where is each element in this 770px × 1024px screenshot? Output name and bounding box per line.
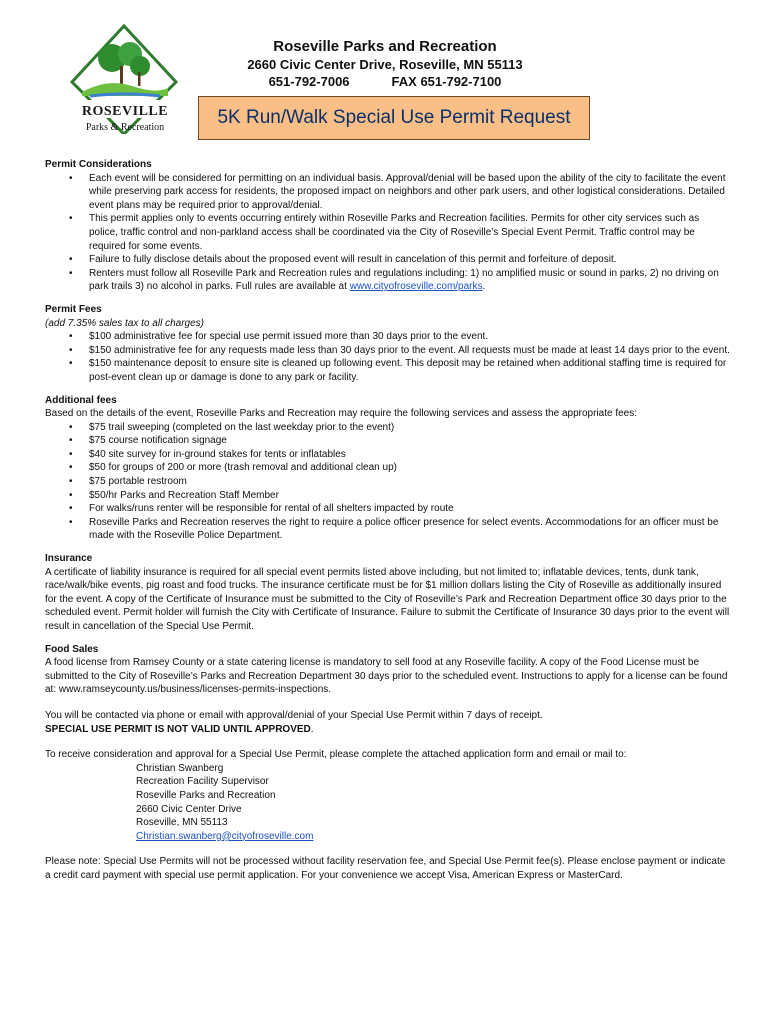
logo-text: ROSEVILLE [81,104,169,119]
contact-role: Recreation Facility Supervisor [136,776,269,788]
list-item [89,267,730,294]
list-item: • $50/hr Parks and Recreation Staff Member [89,489,730,503]
list-item: • $50 for groups of 200 or more (trash removal and additional clean up) [89,461,730,475]
contact-block [45,762,730,844]
list-item: • $150 administrative fee for any requests made less than 30 days prior to the event. All requests must be made at least 14 days prior to the event. [89,344,730,358]
list-item: • $75 course notification signage [89,434,730,448]
fax-number: FAX 651-792-7100 [391,74,502,89]
insurance-text: A certificate of liability insurance is required for all special event permits listed above including, but not limited to; inflatable devices, tents, dunk tank, race/walk/bike events, pig roast and food trucks. The insurance certificate must be for $1 million dollars listing the City of Roseville as additionally insured for the event. A copy of the Certificate of Insurance must be submitted to the City of Roseville’s Park and Recreation Department office 30 days prior to the scheduled event. Permit holder will furnish the City with Certificate of Insurance. Failure to submit the Certificate of Insurance 30 days prior to the event will result in cancellation of the Special Use Permit. [45,566,730,632]
contact-org: Roseville Parks and Recreation [136,789,276,801]
sales-tax-note: (add 7.35% sales tax to all charges) [45,317,204,329]
list-item: • $40 site survey for in-ground stakes for tents or inflatables [89,448,730,462]
organization-phones [210,73,560,90]
parks-rules-link[interactable]: www.cityofroseville.com/parks [349,281,483,293]
list-item: • $100 administrative fee for special use permit issued more than 30 days prior to the event. [89,330,730,344]
contact-notice: You will be contacted via phone or email with approval/denial of your Special Use Permit within 7 days of receipt. [45,709,543,721]
list-item: • Roseville Parks and Recreation reserves the right to require a police officer presence for select events. Accommodations for an officer must be made with the Roseville Police Department. [89,516,730,543]
document-body [45,158,730,883]
food-sales-text: A food license from Ramsey County or a state catering license is mandatory to sell food at any Roseville facility. A copy of the Food License must be submitted to the City of Roseville’s Parks and Recreation Department 30 days prior to the scheduled event. Instructions to apply for a license can be found at: www.ramseycounty.us/business/licenses-permits-inspections. [45,657,728,696]
organization-address: 2660 Civic Center Drive, Roseville, MN 55113 [247,57,523,72]
contact-city: Roseville, MN 55113 [136,817,228,829]
phone-number: 651-792-7006 [268,74,350,89]
permit-fees-heading: Permit Fees [45,303,102,315]
permit-considerations-heading: Permit Considerations [45,159,152,170]
permit-fees-list [45,330,730,384]
list-item-text: Renters must follow all Roseville Park and Recreation rules and regulations including: 1) no amplified music or sound in parks, 2) no driving on park trails 3) no alcohol in parks. Full rules are available at [89,267,719,293]
list-item: • For walks/runs renter will be responsible for rental of all shelters impacted by route [89,502,730,516]
additional-fees-intro: Based on the details of the event, Roseville Parks and Recreation may require the following services and assess the appropriate fees: [45,408,637,420]
not-valid-end: . [310,723,314,735]
list-item: • $75 portable restroom [89,475,730,489]
list-item: • Each event will be considered for permitting on an individual basis. Approval/denial will be based upon the ability of the city to facilitate the event while preserving park access for residents, the proposed impact on neighbors and other park users, and other logistical considerations. Detailed event plans may be required prior to approval/denial. [89,172,730,213]
food-sales-heading: Food Sales [45,643,99,655]
submit-intro: To receive consideration and approval for a Special Use Permit, please complete the attached application form and email or mail to: [45,749,627,761]
contact-street: 2660 Civic Center Drive [136,803,242,815]
not-valid-text: SPECIAL USE PERMIT IS NOT VALID UNTIL APPROVED [45,723,311,735]
final-note: Please note: Special Use Permits will not be processed without facility reservation fee, and Special Use Permit fee(s). Please enclose payment or indicate a credit card payment with special use permit application. For your convenience we accept Visa, American Express or MasterCard. [45,856,726,881]
list-item: • $150 maintenance deposit to ensure site is cleaned up following event. This deposit may be retained when additional staffing time is required for post-event clean up or damage is done to any park or facility. [89,357,730,384]
organization-header [210,38,560,90]
permit-considerations-list [45,172,730,294]
page-title: 5K Run/Walk Special Use Permit Request [198,96,590,140]
list-item: • This permit applies only to events occurring entirely within Roseville Parks and Recreation facilities. Permits for other city services such as police, traffic control and non-parkland access shall be coordinated via the City of Roseville’s Special Event Permit. Traffic control may be required for some events. [89,212,730,253]
contact-email-link[interactable]: Christian.swanberg@cityofroseville.com [136,830,314,842]
contact-name: Christian Swanberg [136,762,224,774]
list-item: • $75 trail sweeping (completed on the last weekday prior to the event) [89,421,730,435]
insurance-heading: Insurance [45,553,93,565]
additional-fees-list [45,421,730,543]
logo-subtext: Parks & Recreation [85,122,165,133]
additional-fees-heading: Additional fees [45,394,117,406]
organization-name: Roseville Parks and Recreation [273,38,497,55]
not-valid-warning [45,723,730,737]
list-item: • Failure to fully disclose details about the proposed event will result in cancelation of this permit and forfeiture of deposit. [89,253,730,267]
list-item-end: . [482,281,486,293]
